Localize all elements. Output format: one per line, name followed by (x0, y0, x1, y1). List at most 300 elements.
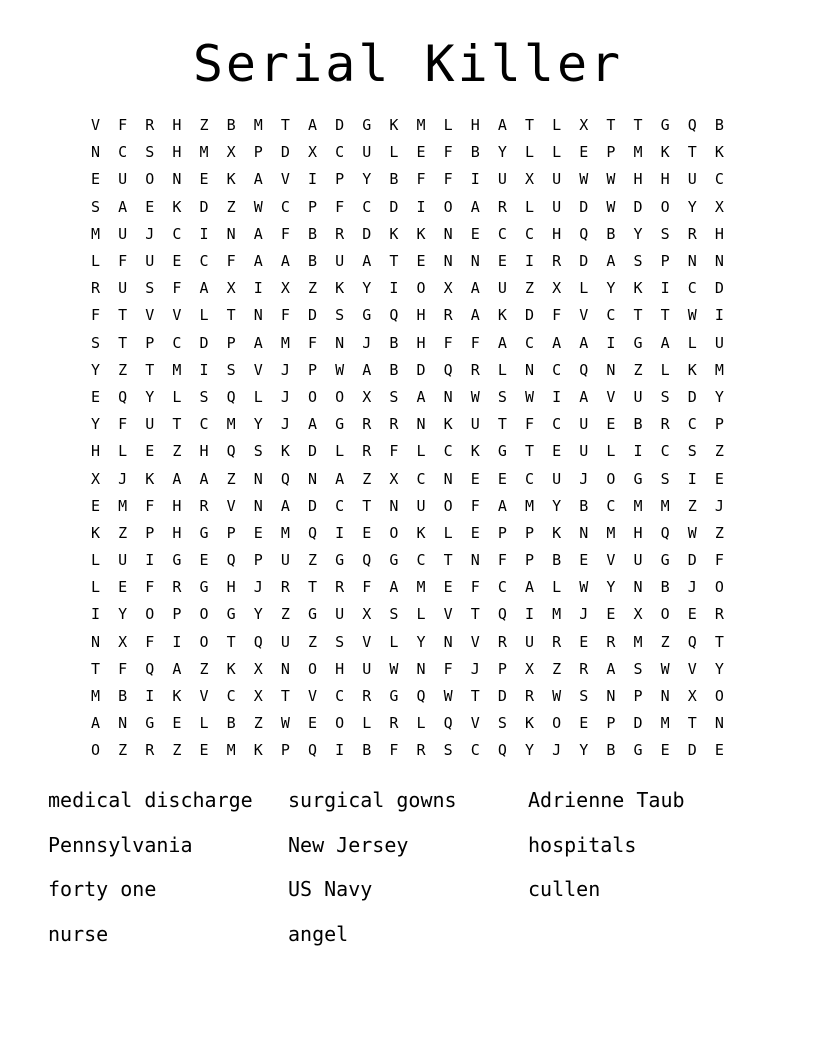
grid-cell[interactable]: H (226, 578, 236, 597)
grid-cell[interactable]: A (280, 496, 290, 515)
grid-cell[interactable]: Z (552, 659, 562, 678)
grid-cell[interactable]: F (714, 551, 724, 570)
grid-cell[interactable]: Y (118, 605, 128, 624)
grid-cell[interactable]: E (172, 714, 182, 733)
grid-cell[interactable]: F (280, 224, 290, 243)
grid-cell[interactable]: C (714, 170, 724, 189)
grid-cell[interactable]: N (606, 360, 616, 379)
grid-cell[interactable]: T (687, 143, 697, 162)
grid-cell[interactable]: L (687, 333, 697, 352)
grid-cell[interactable]: T (633, 306, 643, 325)
grid-cell[interactable]: J (579, 469, 589, 488)
grid-cell[interactable]: S (389, 387, 399, 406)
grid-cell[interactable]: Q (687, 632, 697, 651)
grid-cell[interactable]: F (145, 578, 155, 597)
grid-cell[interactable]: I (308, 170, 318, 189)
grid-cell[interactable]: V (199, 687, 209, 706)
grid-cell[interactable]: V (226, 496, 236, 515)
grid-cell[interactable]: R (525, 687, 535, 706)
grid-cell[interactable]: F (470, 496, 480, 515)
grid-cell[interactable]: E (579, 714, 589, 733)
grid-cell[interactable]: B (389, 333, 399, 352)
grid-cell[interactable]: F (443, 143, 453, 162)
grid-cell[interactable]: O (714, 687, 724, 706)
grid-cell[interactable]: U (497, 279, 507, 298)
grid-cell[interactable]: L (172, 387, 182, 406)
grid-cell[interactable]: G (633, 333, 643, 352)
grid-cell[interactable]: M (91, 224, 101, 243)
grid-cell[interactable]: F (443, 333, 453, 352)
grid-cell[interactable]: Z (199, 659, 209, 678)
grid-cell[interactable]: T (308, 578, 318, 597)
grid-cell[interactable]: O (660, 605, 670, 624)
grid-cell[interactable]: A (172, 469, 182, 488)
grid-cell[interactable]: X (525, 170, 535, 189)
grid-cell[interactable]: D (308, 496, 318, 515)
grid-cell[interactable]: M (606, 523, 616, 542)
grid-cell[interactable]: P (606, 143, 616, 162)
grid-cell[interactable]: I (389, 279, 399, 298)
grid-cell[interactable]: C (687, 415, 697, 434)
grid-cell[interactable]: Z (199, 116, 209, 135)
grid-cell[interactable]: J (280, 360, 290, 379)
grid-cell[interactable]: F (91, 306, 101, 325)
grid-cell[interactable]: L (443, 116, 453, 135)
grid-cell[interactable]: X (362, 387, 372, 406)
grid-cell[interactable]: K (145, 469, 155, 488)
grid-cell[interactable]: Q (362, 551, 372, 570)
grid-cell[interactable]: A (308, 116, 318, 135)
grid-cell[interactable]: K (226, 659, 236, 678)
grid-cell[interactable]: Y (362, 279, 372, 298)
grid-cell[interactable]: C (443, 442, 453, 461)
grid-cell[interactable]: E (199, 741, 209, 760)
grid-cell[interactable]: T (525, 442, 535, 461)
grid-cell[interactable]: P (660, 252, 670, 271)
grid-cell[interactable]: F (443, 659, 453, 678)
grid-cell[interactable]: N (308, 469, 318, 488)
grid-cell[interactable]: V (470, 632, 480, 651)
grid-cell[interactable]: H (199, 442, 209, 461)
grid-cell[interactable]: J (253, 578, 263, 597)
grid-cell[interactable]: U (552, 170, 562, 189)
grid-cell[interactable]: A (199, 279, 209, 298)
grid-cell[interactable]: M (172, 360, 182, 379)
grid-cell[interactable]: N (253, 496, 263, 515)
grid-cell[interactable]: P (145, 333, 155, 352)
grid-cell[interactable]: Z (714, 442, 724, 461)
grid-cell[interactable]: T (280, 687, 290, 706)
grid-cell[interactable]: F (389, 442, 399, 461)
grid-cell[interactable]: A (253, 224, 263, 243)
grid-cell[interactable]: J (579, 605, 589, 624)
grid-cell[interactable]: Q (145, 659, 155, 678)
grid-cell[interactable]: N (470, 551, 480, 570)
grid-cell[interactable]: K (470, 442, 480, 461)
grid-cell[interactable]: I (172, 632, 182, 651)
grid-cell[interactable]: R (91, 279, 101, 298)
grid-cell[interactable]: U (335, 605, 345, 624)
grid-cell[interactable]: F (416, 170, 426, 189)
grid-cell[interactable]: M (660, 496, 670, 515)
grid-cell[interactable]: B (389, 360, 399, 379)
grid-cell[interactable]: P (253, 143, 263, 162)
grid-cell[interactable]: E (714, 469, 724, 488)
grid-cell[interactable]: T (280, 116, 290, 135)
grid-cell[interactable]: C (470, 741, 480, 760)
grid-cell[interactable]: E (606, 605, 616, 624)
grid-cell[interactable]: H (552, 224, 562, 243)
grid-cell[interactable]: C (172, 224, 182, 243)
grid-cell[interactable]: E (443, 578, 453, 597)
grid-cell[interactable]: G (226, 605, 236, 624)
grid-cell[interactable]: S (633, 252, 643, 271)
grid-cell[interactable]: Y (606, 279, 616, 298)
grid-cell[interactable]: J (687, 578, 697, 597)
grid-cell[interactable]: N (443, 469, 453, 488)
grid-cell[interactable]: O (389, 523, 399, 542)
grid-cell[interactable]: D (579, 197, 589, 216)
grid-cell[interactable]: R (145, 116, 155, 135)
grid-cell[interactable]: E (470, 224, 480, 243)
grid-cell[interactable]: O (145, 170, 155, 189)
grid-cell[interactable]: I (714, 306, 724, 325)
grid-cell[interactable]: W (579, 170, 589, 189)
grid-cell[interactable]: X (633, 605, 643, 624)
grid-cell[interactable]: W (660, 659, 670, 678)
grid-cell[interactable]: W (335, 360, 345, 379)
grid-cell[interactable]: G (335, 415, 345, 434)
grid-cell[interactable]: Y (91, 415, 101, 434)
grid-cell[interactable]: O (714, 578, 724, 597)
grid-cell[interactable]: G (497, 442, 507, 461)
grid-cell[interactable]: V (687, 659, 697, 678)
grid-cell[interactable]: G (389, 551, 399, 570)
grid-cell[interactable]: D (416, 360, 426, 379)
grid-cell[interactable]: K (226, 170, 236, 189)
grid-cell[interactable]: L (118, 442, 128, 461)
grid-cell[interactable]: Q (497, 605, 507, 624)
grid-cell[interactable]: M (633, 496, 643, 515)
grid-cell[interactable]: E (552, 442, 562, 461)
grid-cell[interactable]: K (416, 523, 426, 542)
grid-cell[interactable]: F (118, 252, 128, 271)
grid-cell[interactable]: C (280, 197, 290, 216)
grid-cell[interactable]: D (362, 224, 372, 243)
grid-cell[interactable]: T (226, 632, 236, 651)
grid-cell[interactable]: E (579, 143, 589, 162)
grid-cell[interactable]: D (525, 306, 535, 325)
grid-cell[interactable]: U (497, 170, 507, 189)
grid-cell[interactable]: N (416, 659, 426, 678)
grid-cell[interactable]: E (172, 252, 182, 271)
grid-cell[interactable]: M (118, 496, 128, 515)
grid-cell[interactable]: R (145, 741, 155, 760)
grid-cell[interactable]: Q (253, 632, 263, 651)
grid-cell[interactable]: K (552, 523, 562, 542)
grid-cell[interactable]: T (660, 306, 670, 325)
grid-cell[interactable]: M (280, 333, 290, 352)
grid-cell[interactable]: A (416, 387, 426, 406)
grid-cell[interactable]: Z (362, 469, 372, 488)
grid-cell[interactable]: Y (606, 578, 616, 597)
grid-cell[interactable]: R (552, 632, 562, 651)
grid-cell[interactable]: O (606, 469, 616, 488)
grid-cell[interactable]: A (497, 116, 507, 135)
grid-cell[interactable]: L (552, 578, 562, 597)
grid-cell[interactable]: B (308, 224, 318, 243)
grid-cell[interactable]: M (660, 714, 670, 733)
grid-cell[interactable]: N (172, 170, 182, 189)
grid-cell[interactable]: B (552, 551, 562, 570)
grid-cell[interactable]: X (226, 143, 236, 162)
grid-cell[interactable]: C (362, 197, 372, 216)
grid-cell[interactable]: D (280, 143, 290, 162)
grid-cell[interactable]: M (226, 415, 236, 434)
grid-cell[interactable]: C (416, 551, 426, 570)
grid-cell[interactable]: H (172, 523, 182, 542)
grid-cell[interactable]: M (91, 687, 101, 706)
grid-cell[interactable]: O (552, 714, 562, 733)
grid-cell[interactable]: U (633, 551, 643, 570)
grid-cell[interactable]: L (91, 551, 101, 570)
grid-cell[interactable]: R (199, 496, 209, 515)
grid-cell[interactable]: V (280, 170, 290, 189)
grid-cell[interactable]: R (552, 252, 562, 271)
grid-cell[interactable]: A (308, 415, 318, 434)
grid-cell[interactable]: Q (443, 714, 453, 733)
grid-cell[interactable]: X (687, 687, 697, 706)
grid-cell[interactable]: A (172, 659, 182, 678)
grid-cell[interactable]: F (443, 170, 453, 189)
grid-cell[interactable]: C (552, 415, 562, 434)
grid-cell[interactable]: F (308, 333, 318, 352)
grid-cell[interactable]: Y (579, 741, 589, 760)
grid-cell[interactable]: O (416, 279, 426, 298)
grid-cell[interactable]: T (226, 306, 236, 325)
grid-cell[interactable]: W (253, 197, 263, 216)
grid-cell[interactable]: D (687, 741, 697, 760)
grid-cell[interactable]: B (606, 741, 616, 760)
grid-cell[interactable]: V (443, 605, 453, 624)
grid-cell[interactable]: R (389, 714, 399, 733)
grid-cell[interactable]: Y (91, 360, 101, 379)
grid-cell[interactable]: F (497, 551, 507, 570)
grid-cell[interactable]: I (470, 170, 480, 189)
grid-cell[interactable]: H (335, 659, 345, 678)
grid-cell[interactable]: U (416, 496, 426, 515)
grid-cell[interactable]: C (335, 687, 345, 706)
grid-cell[interactable]: N (714, 252, 724, 271)
grid-cell[interactable]: U (280, 632, 290, 651)
grid-cell[interactable]: R (606, 632, 616, 651)
grid-cell[interactable]: C (118, 143, 128, 162)
grid-cell[interactable]: X (280, 279, 290, 298)
grid-cell[interactable]: B (660, 578, 670, 597)
grid-cell[interactable]: O (443, 197, 453, 216)
grid-cell[interactable]: V (308, 687, 318, 706)
grid-cell[interactable]: A (91, 714, 101, 733)
grid-cell[interactable]: I (660, 279, 670, 298)
grid-cell[interactable]: L (335, 442, 345, 461)
grid-cell[interactable]: C (687, 279, 697, 298)
grid-cell[interactable]: Z (253, 714, 263, 733)
grid-cell[interactable]: P (308, 360, 318, 379)
grid-cell[interactable]: L (416, 714, 426, 733)
grid-cell[interactable]: F (362, 578, 372, 597)
grid-cell[interactable]: E (362, 523, 372, 542)
grid-cell[interactable]: S (91, 197, 101, 216)
grid-cell[interactable]: T (172, 415, 182, 434)
grid-cell[interactable]: E (497, 252, 507, 271)
grid-cell[interactable]: Q (443, 360, 453, 379)
grid-cell[interactable]: P (497, 523, 507, 542)
grid-cell[interactable]: W (579, 578, 589, 597)
grid-cell[interactable]: R (335, 224, 345, 243)
grid-cell[interactable]: J (118, 469, 128, 488)
grid-cell[interactable]: S (389, 605, 399, 624)
grid-cell[interactable]: N (226, 224, 236, 243)
grid-cell[interactable]: R (362, 687, 372, 706)
grid-cell[interactable]: K (714, 143, 724, 162)
grid-cell[interactable]: E (91, 496, 101, 515)
grid-cell[interactable]: D (335, 116, 345, 135)
grid-cell[interactable]: N (660, 687, 670, 706)
grid-cell[interactable]: T (362, 496, 372, 515)
grid-cell[interactable]: C (606, 306, 616, 325)
grid-cell[interactable]: C (525, 224, 535, 243)
grid-cell[interactable]: E (145, 197, 155, 216)
grid-cell[interactable]: S (145, 143, 155, 162)
grid-cell[interactable]: A (253, 333, 263, 352)
grid-cell[interactable]: C (525, 469, 535, 488)
grid-cell[interactable]: R (470, 360, 480, 379)
grid-cell[interactable]: N (389, 496, 399, 515)
grid-cell[interactable]: D (199, 197, 209, 216)
grid-cell[interactable]: S (145, 279, 155, 298)
grid-cell[interactable]: L (552, 116, 562, 135)
grid-cell[interactable]: O (91, 741, 101, 760)
grid-cell[interactable]: A (362, 252, 372, 271)
grid-cell[interactable]: P (226, 523, 236, 542)
grid-cell[interactable]: G (362, 116, 372, 135)
grid-cell[interactable]: Q (579, 360, 589, 379)
grid-cell[interactable]: U (525, 632, 535, 651)
grid-cell[interactable]: E (199, 170, 209, 189)
grid-cell[interactable]: O (199, 632, 209, 651)
grid-cell[interactable]: W (687, 306, 697, 325)
grid-cell[interactable]: Z (118, 523, 128, 542)
grid-cell[interactable]: S (253, 442, 263, 461)
grid-cell[interactable]: S (226, 360, 236, 379)
grid-cell[interactable]: L (443, 523, 453, 542)
grid-cell[interactable]: P (308, 197, 318, 216)
grid-cell[interactable]: I (606, 333, 616, 352)
grid-cell[interactable]: S (633, 659, 643, 678)
grid-cell[interactable]: X (253, 687, 263, 706)
grid-cell[interactable]: M (226, 741, 236, 760)
grid-cell[interactable]: H (172, 116, 182, 135)
grid-cell[interactable]: Y (552, 496, 562, 515)
grid-cell[interactable]: B (226, 116, 236, 135)
grid-cell[interactable]: Y (253, 605, 263, 624)
grid-cell[interactable]: Y (525, 741, 535, 760)
grid-cell[interactable]: E (579, 551, 589, 570)
grid-cell[interactable]: M (714, 360, 724, 379)
grid-cell[interactable]: E (470, 469, 480, 488)
grid-cell[interactable]: G (633, 469, 643, 488)
grid-cell[interactable]: R (362, 415, 372, 434)
grid-cell[interactable]: H (416, 333, 426, 352)
grid-cell[interactable]: E (91, 387, 101, 406)
grid-cell[interactable]: A (118, 197, 128, 216)
grid-cell[interactable]: P (226, 333, 236, 352)
grid-cell[interactable]: A (280, 252, 290, 271)
grid-cell[interactable]: M (253, 116, 263, 135)
grid-cell[interactable]: K (660, 143, 670, 162)
grid-cell[interactable]: T (443, 551, 453, 570)
grid-cell[interactable]: Y (714, 387, 724, 406)
grid-cell[interactable]: Q (308, 741, 318, 760)
grid-cell[interactable]: N (606, 687, 616, 706)
grid-cell[interactable]: C (335, 496, 345, 515)
grid-cell[interactable]: G (389, 687, 399, 706)
grid-cell[interactable]: Y (416, 632, 426, 651)
grid-cell[interactable]: E (416, 252, 426, 271)
grid-cell[interactable]: C (226, 687, 236, 706)
grid-cell[interactable]: F (118, 415, 128, 434)
grid-cell[interactable]: N (714, 714, 724, 733)
grid-cell[interactable]: K (172, 687, 182, 706)
grid-cell[interactable]: B (470, 143, 480, 162)
grid-cell[interactable]: I (253, 279, 263, 298)
grid-cell[interactable]: W (443, 687, 453, 706)
grid-cell[interactable]: S (660, 387, 670, 406)
grid-cell[interactable]: D (633, 714, 643, 733)
grid-cell[interactable]: S (687, 442, 697, 461)
grid-cell[interactable]: H (660, 170, 670, 189)
grid-cell[interactable]: R (497, 632, 507, 651)
grid-cell[interactable]: U (552, 197, 562, 216)
grid-cell[interactable]: Z (172, 741, 182, 760)
grid-cell[interactable]: U (280, 551, 290, 570)
grid-cell[interactable]: H (172, 143, 182, 162)
grid-cell[interactable]: H (91, 442, 101, 461)
grid-cell[interactable]: F (470, 333, 480, 352)
grid-cell[interactable]: G (362, 306, 372, 325)
grid-cell[interactable]: P (145, 523, 155, 542)
grid-cell[interactable]: U (118, 279, 128, 298)
grid-cell[interactable]: T (470, 687, 480, 706)
grid-cell[interactable]: L (91, 252, 101, 271)
grid-cell[interactable]: T (118, 333, 128, 352)
grid-cell[interactable]: N (253, 306, 263, 325)
grid-cell[interactable]: N (687, 252, 697, 271)
grid-cell[interactable]: Z (525, 279, 535, 298)
grid-cell[interactable]: U (552, 469, 562, 488)
grid-cell[interactable]: C (199, 415, 209, 434)
grid-cell[interactable]: D (579, 252, 589, 271)
grid-cell[interactable]: A (525, 578, 535, 597)
grid-cell[interactable]: C (199, 252, 209, 271)
grid-cell[interactable]: E (308, 714, 318, 733)
grid-cell[interactable]: K (416, 224, 426, 243)
grid-cell[interactable]: G (660, 116, 670, 135)
grid-cell[interactable]: S (579, 687, 589, 706)
grid-cell[interactable]: K (687, 360, 697, 379)
grid-cell[interactable]: Q (660, 523, 670, 542)
grid-cell[interactable]: K (389, 116, 399, 135)
